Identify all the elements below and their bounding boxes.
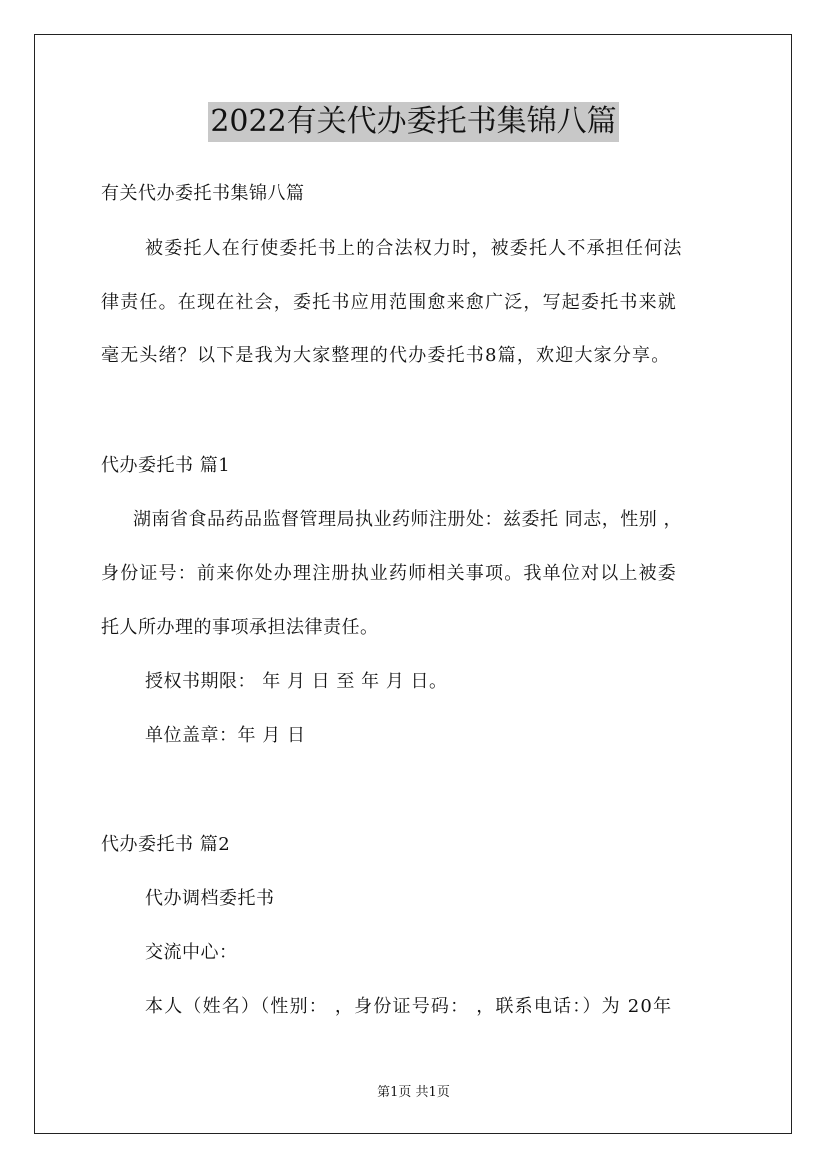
section-2-line-3: 本人（姓名）（性别： ，身份证号码： ，联系电话：）为 20年 (145, 996, 673, 1017)
section-2-line-1: 代办调档委托书 (145, 888, 275, 909)
unit-seal-line: 单位盖章：年 月 日 (145, 725, 306, 746)
intro-line-3: 毫无头绪？以下是我为大家整理的代办委托书8篇，欢迎大家分享。 (101, 345, 671, 366)
subtitle: 有关代办委托书集锦八篇 (101, 183, 305, 204)
intro-line-2: 律责任。在现在社会，委托书应用范围愈来愈广泛，写起委托书来就 (101, 292, 677, 313)
section-1-para-line-1: 湖南省食品药品监督管理局执业药师注册处：兹委托 同志，性别 ， (133, 509, 682, 530)
title-container (0, 102, 827, 142)
section-1-para-line-3: 托人所办理的事项承担法律责任。 (101, 617, 379, 638)
authorization-term: 授权书期限： 年 月 日 至 年 月 日。 (145, 671, 448, 692)
intro-line-1: 被委托人在行使委托书上的合法权力时，被委托人不承担任何法 (145, 238, 683, 259)
page-footer: 第1页 共1页 (377, 1085, 450, 1100)
section-1-heading: 代办委托书 篇1 (101, 455, 231, 476)
section-1-para-line-2: 身份证号：前来你处办理注册执业药师相关事项。我单位对以上被委 (101, 563, 677, 584)
document-title: 2022有关代办委托书集锦八篇 (208, 102, 618, 142)
section-2-line-2: 交流中心： (145, 942, 238, 963)
section-2-heading: 代办委托书 篇2 (101, 834, 231, 855)
